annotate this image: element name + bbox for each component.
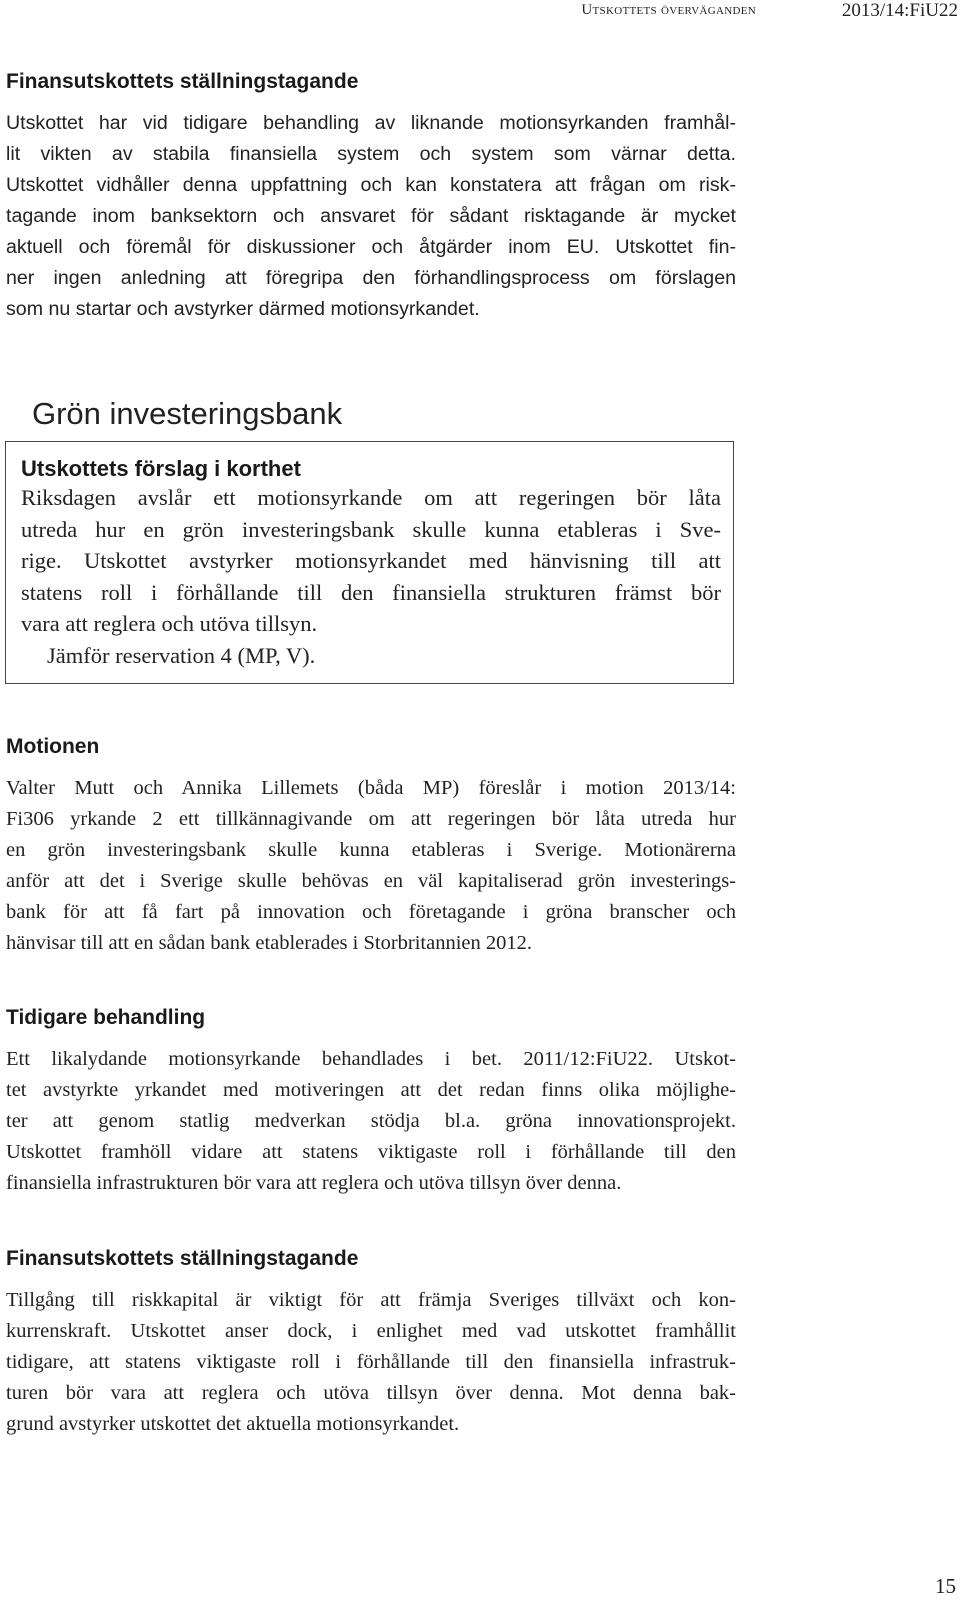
summary-text [21,482,721,671]
paragraph-line: som nu startar och avstyrker därmed motionsyrkandet. [6,298,480,320]
summary-line: vara att reglera och utöva tillsyn. [21,611,318,636]
reservation-reference: Jämför reservation 4 (MP, V). [47,642,316,668]
page-number: 15 [935,1574,956,1598]
paragraph-line: Utskottet framhöll vidare att statens viktigaste roll i förhållande till den [6,1141,736,1163]
heading-motion: Motionen [6,735,100,758]
paragraph-line: bank för att få fart på innovation och företagande i gröna branscher och [6,901,736,923]
summary-line: rige. Utskottet avstyrker motionsyrkandet med hänvisning till att [21,548,721,573]
running-header-section: Utskottets överväganden [581,2,756,18]
paragraph-line: grund avstyrker utskottet det aktuella motionsyrkandet. [6,1413,460,1435]
paragraph-previous-treatment [6,1044,736,1199]
paragraph-line: tet avstyrkte yrkandet med motiveringen att det redan finns olika möjlighe- [6,1079,736,1101]
paragraph-line: hänvisar till att en sådan bank etablerades i Storbritannien 2012. [6,932,533,954]
paragraph-line: Ett likalydande motionsyrkande behandlades i bet. 2011/12:FiU22. Utskot- [6,1048,736,1070]
paragraph-line: tidigare, att statens viktigaste roll i förhållande till den finansiella infrastruk- [6,1351,736,1373]
summary-line: utreda hur en grön investeringsbank skulle kunna etableras i Sve- [21,516,721,542]
summary-heading: Utskottets förslag i korthet [21,456,301,481]
paragraph-line: tagande inom banksektorn och ansvaret för sådant risktagande är mycket [6,205,736,227]
paragraph-line: anför att det i Sverige skulle behövas en väl kapitaliserad grön investerings- [6,870,736,892]
paragraph-line: Tillgång till riskkapital är viktigt för att främja Sveriges tillväxt och kon- [6,1289,736,1311]
paragraph-line: ner ingen anledning att föregripa den förhandlingsprocess om förslagen [6,267,736,289]
section-title: Grön investeringsbank [32,396,343,431]
running-header [0,0,960,26]
paragraph-line: kurrenskraft. Utskottet anser dock, i enlighet med vad utskottet framhållit [6,1320,736,1342]
paragraph-line: Valter Mutt och Annika Lillemets (båda MP) föreslår i motion 2013/14: [6,777,736,799]
paragraph-line: lit vikten av stabila finansiella system och system som värnar detta. [6,143,736,165]
document-reference: 2013/14:FiU22 [841,0,958,21]
paragraph-line: Fi306 yrkande 2 ett tillkännagivande om att regeringen bör låta utreda hur [6,808,736,830]
paragraph-line: en grön investeringsbank skulle kunna etableras i Sverige. Motionärerna [6,839,736,861]
summary-box [5,441,734,684]
paragraph-line: turen bör vara att reglera och utöva tillsyn över denna. Mot denna bak- [6,1382,736,1404]
paragraph-line: ter att genom statlig medverkan stödja bl.a. gröna innovationsprojekt. [6,1110,736,1132]
paragraph-motion [6,773,736,959]
paragraph-line: Utskottet har vid tidigare behandling av liknande motionsyrkanden framhål- [6,112,736,134]
heading-finance-committee-position-1: Finansutskottets ställningstagande [6,70,359,93]
heading-finance-committee-position-2: Finansutskottets ställningstagande [6,1247,359,1270]
paragraph-finance-committee-position-1 [6,108,736,325]
paragraph-line: Utskottet vidhåller denna uppfattning och kan konstatera att frågan om risk- [6,174,736,196]
summary-line: Riksdagen avslår ett motionsyrkande om att regeringen bör låta [21,485,721,510]
paragraph-line: finansiella infrastrukturen bör vara att reglera och utöva tillsyn över denna. [6,1172,622,1194]
paragraph-line: aktuell och föremål för diskussioner och åtgärder inom EU. Utskottet fin- [6,236,736,258]
paragraph-finance-committee-position-2 [6,1285,736,1440]
heading-previous-treatment: Tidigare behandling [6,1006,206,1029]
summary-line: statens roll i förhållande till den finansiella strukturen främst bör [21,579,721,605]
